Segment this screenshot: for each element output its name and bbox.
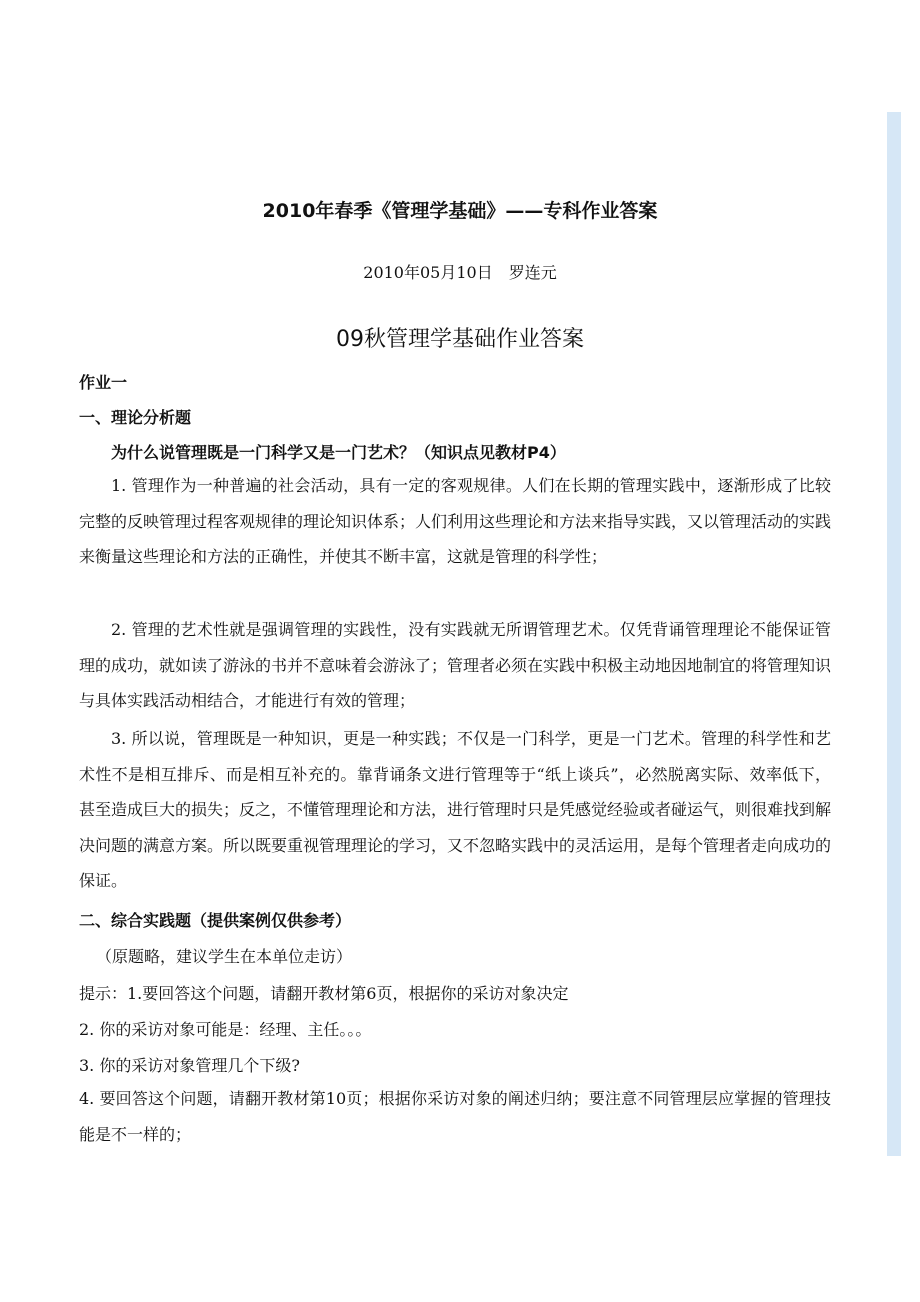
answer-paragraph-3: 3. 所以说，管理既是一种知识，更是一种实践；不仅是一门科学，更是一门艺术。管理的科学性和艺术性不是相互排斥、而是相互补充的。靠背诵条文进行管理等于“纸上谈兵”，必然脱离实际、效率低下，甚至造成巨大的损失；反之，不懂管理理论和方法，进行管理时只是凭感觉经验或者碰运气，则很难找到解决问题的满意方案。所以既要重视管理理论的学习，又不忽略实践中的灵活运用，是每个管理者走向成功的保证。 — [79, 729, 832, 891]
document-title: 2010年春季《管理学基础》——专科作业答案 — [262, 200, 658, 222]
question-text: 为什么说管理既是一门科学又是一门艺术？（知识点见教材P4） — [111, 443, 566, 462]
document-subtitle: 09秋管理学基础作业答案 — [336, 327, 584, 352]
tip-2: 2. 你的采访对象可能是：经理、主任。。。 — [79, 1020, 372, 1039]
date-author: 2010年05月10日 罗连元 — [363, 263, 557, 282]
answer-paragraph-2: 2. 管理的艺术性就是强调管理的实践性，没有实践就无所谓管理艺术。仅凭背诵管理理论不能保证管理的成功，就如读了游泳的书并不意味着会游泳了；管理者必须在实践中积极主动地因地制宜的将管理知识与具体实践活动相结合，才能进行有效的管理； — [79, 620, 832, 711]
practice-note: （原题略，建议学生在本单位走访） — [96, 947, 353, 966]
tip-4: 4. 要回答这个问题，请翻开教材第10页；根据你采访对象的阐述归纳；要注意不同管理层应掌握的管理技能是不一样的； — [79, 1089, 831, 1144]
heading-theory: 一、理论分析题 — [79, 408, 192, 427]
heading-practice: 二、综合实践题（提供案例仅供参考） — [79, 911, 352, 930]
section-homework: 作业一 — [79, 373, 128, 392]
tip-3: 3. 你的采访对象管理几个下级? — [79, 1056, 300, 1075]
tip-1: 提示：1.要回答这个问题，请翻开教材第6页，根据你的采访对象决定 — [79, 984, 569, 1003]
answer-paragraph-1: 1. 管理作为一种普遍的社会活动，具有一定的客观规律。人们在长期的管理实践中，逐渐形成了比较完整的反映管理过程客观规律的理论知识体系；人们利用这些理论和方法来指导实践，又以管理活动的实践来衡量这些理论和方法的正确性，并使其不断丰富，这就是管理的科学性； — [79, 476, 832, 567]
